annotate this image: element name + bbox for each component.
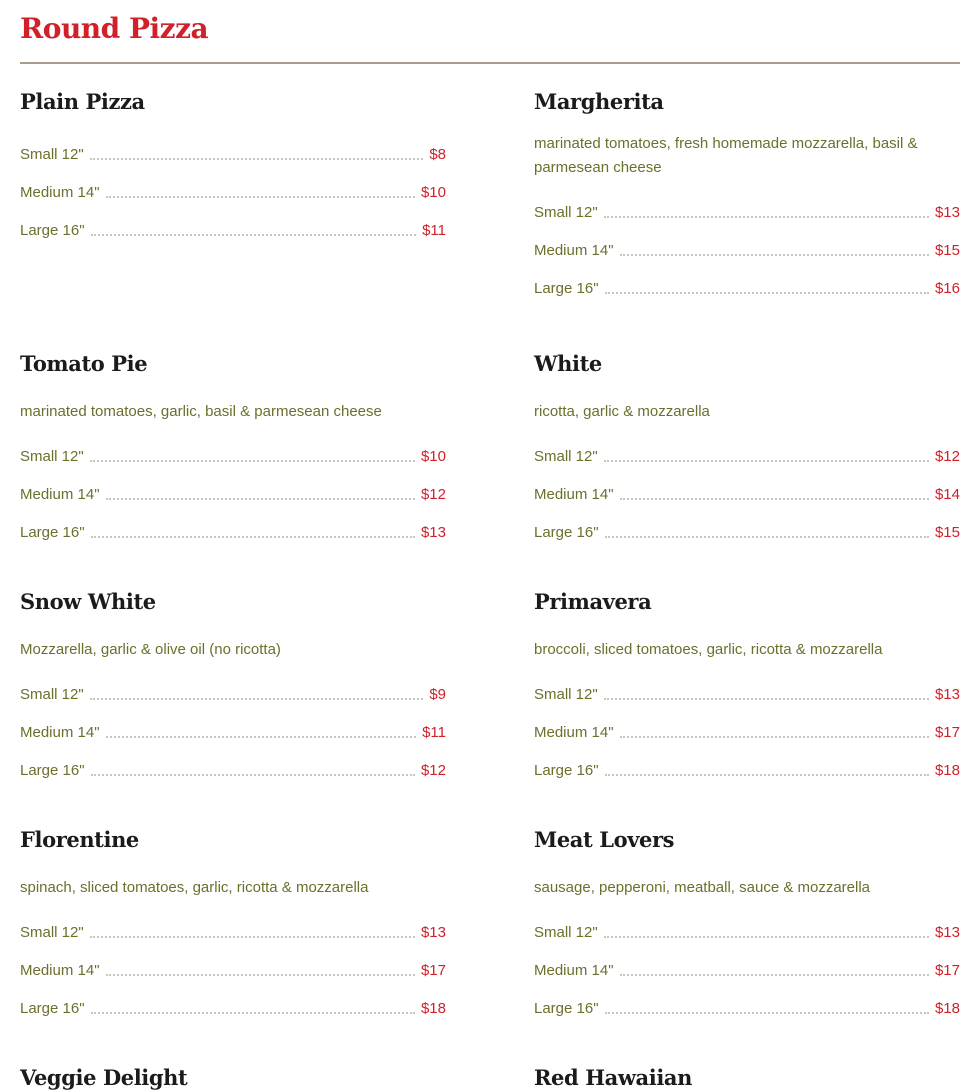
size-label: Medium 14" <box>20 486 100 503</box>
price: $9 <box>429 686 446 703</box>
item-description: marinated tomatoes, fresh homemade mozzarella, basil & parmesean cheese <box>534 135 918 176</box>
size-label: Medium 14" <box>534 486 614 503</box>
price: $13 <box>934 204 960 221</box>
dot-leader <box>605 292 929 294</box>
dot-leader <box>620 254 929 256</box>
size-label: Small 12" <box>20 448 84 465</box>
menu-item-plain-pizza <box>20 88 446 240</box>
price-list <box>534 918 960 1018</box>
price-row-small <box>20 140 446 164</box>
size-label: Large 16" <box>534 1000 599 1017</box>
price: $11 <box>422 724 446 741</box>
menu-item-red-hawaiian <box>534 1064 960 1092</box>
dot-leader <box>91 1012 415 1014</box>
item-description: sausage, pepperoni, meatball, sauce & mozzarella <box>534 879 871 896</box>
item-description: Mozzarella, garlic & olive oil (no ricotta) <box>20 641 281 658</box>
menu-item-snow-white <box>20 588 446 780</box>
size-label: Small 12" <box>534 924 598 941</box>
price: $12 <box>934 448 960 465</box>
price: $18 <box>934 762 960 779</box>
size-label: Medium 14" <box>20 184 100 201</box>
price: $18 <box>420 1000 446 1017</box>
menu-item-florentine <box>20 826 446 1018</box>
price-row-medium <box>534 466 960 504</box>
size-label: Medium 14" <box>20 724 100 741</box>
price-row-large <box>20 202 446 240</box>
title-divider <box>20 62 960 64</box>
item-description: spinach, sliced tomatoes, garlic, ricotta & mozzarella <box>20 879 369 896</box>
price: $12 <box>420 762 446 779</box>
price-row-large <box>20 742 446 780</box>
size-label: Large 16" <box>534 524 599 541</box>
item-name: Florentine <box>20 827 139 852</box>
price-row-small <box>20 918 446 942</box>
price: $17 <box>934 962 960 979</box>
dot-leader <box>106 498 415 500</box>
price-row-medium <box>20 466 446 504</box>
price-list <box>20 442 446 542</box>
price: $11 <box>422 222 446 239</box>
price: $15 <box>934 524 960 541</box>
price-row-large <box>534 504 960 542</box>
menu-item-meat-lovers <box>534 826 960 1018</box>
item-description: marinated tomatoes, garlic, basil & parmesean cheese <box>20 403 382 420</box>
price-row-small <box>534 198 960 222</box>
price: $13 <box>934 686 960 703</box>
price-row-large <box>534 260 960 298</box>
item-name: Red Hawaiian <box>534 1065 692 1090</box>
price-row-large <box>20 980 446 1018</box>
price-row-large <box>534 742 960 780</box>
price: $14 <box>934 486 960 503</box>
dot-leader <box>604 460 929 462</box>
size-label: Large 16" <box>20 222 85 239</box>
dot-leader <box>106 736 417 738</box>
item-name: White <box>534 351 602 376</box>
dot-leader <box>90 936 415 938</box>
item-description: ricotta, garlic & mozzarella <box>534 403 710 420</box>
size-label: Small 12" <box>20 146 84 163</box>
section-title: Round Pizza <box>20 12 209 45</box>
size-label: Small 12" <box>20 924 84 941</box>
menu-item-white <box>534 350 960 542</box>
price-row-medium <box>20 704 446 742</box>
item-name: Veggie Delight <box>20 1065 188 1090</box>
dot-leader <box>605 774 929 776</box>
dot-leader <box>604 698 929 700</box>
price-row-small <box>20 442 446 466</box>
menu-item-primavera <box>534 588 960 780</box>
dot-leader <box>91 234 417 236</box>
price: $17 <box>420 962 446 979</box>
price-row-medium <box>20 942 446 980</box>
price: $10 <box>420 448 446 465</box>
price-list <box>534 680 960 780</box>
dot-leader <box>90 158 424 160</box>
size-label: Large 16" <box>20 524 85 541</box>
item-name: Plain Pizza <box>20 89 145 114</box>
dot-leader <box>91 774 415 776</box>
price: $8 <box>429 146 446 163</box>
size-label: Small 12" <box>534 686 598 703</box>
dot-leader <box>620 736 929 738</box>
item-name: Snow White <box>20 589 156 614</box>
item-description: broccoli, sliced tomatoes, garlic, ricotta & mozzarella <box>534 641 883 658</box>
dot-leader <box>90 460 415 462</box>
price: $17 <box>934 724 960 741</box>
price-row-medium <box>534 704 960 742</box>
price: $10 <box>420 184 446 201</box>
price: $15 <box>934 242 960 259</box>
size-label: Small 12" <box>534 204 598 221</box>
size-label: Medium 14" <box>534 724 614 741</box>
dot-leader <box>106 974 415 976</box>
size-label: Large 16" <box>20 1000 85 1017</box>
dot-leader <box>620 498 929 500</box>
size-label: Large 16" <box>534 280 599 297</box>
size-label: Large 16" <box>534 762 599 779</box>
size-label: Small 12" <box>534 448 598 465</box>
dot-leader <box>605 1012 929 1014</box>
dot-leader <box>91 536 415 538</box>
price-row-small <box>534 442 960 466</box>
item-name: Tomato Pie <box>20 351 148 376</box>
dot-leader <box>620 974 929 976</box>
price: $18 <box>934 1000 960 1017</box>
price-row-medium <box>534 222 960 260</box>
price-list <box>534 442 960 542</box>
size-label: Medium 14" <box>20 962 100 979</box>
size-label: Medium 14" <box>534 962 614 979</box>
price: $13 <box>420 524 446 541</box>
price-row-medium <box>20 164 446 202</box>
dot-leader <box>106 196 415 198</box>
price: $13 <box>934 924 960 941</box>
price-row-small <box>20 680 446 704</box>
menu-item-tomato-pie <box>20 350 446 542</box>
size-label: Medium 14" <box>534 242 614 259</box>
price-list <box>534 198 960 298</box>
price-row-large <box>20 504 446 542</box>
price-row-large <box>534 980 960 1018</box>
size-label: Small 12" <box>20 686 84 703</box>
size-label: Large 16" <box>20 762 85 779</box>
price-list <box>20 918 446 1018</box>
item-name: Meat Lovers <box>534 827 675 852</box>
price: $13 <box>420 924 446 941</box>
dot-leader <box>90 698 424 700</box>
price-row-small <box>534 918 960 942</box>
price-list <box>20 140 446 240</box>
menu-item-veggie-delight <box>20 1064 446 1092</box>
price-row-medium <box>534 942 960 980</box>
menu-item-margherita <box>534 88 960 298</box>
item-name: Primavera <box>534 589 652 614</box>
price: $12 <box>420 486 446 503</box>
dot-leader <box>605 536 929 538</box>
item-name: Margherita <box>534 89 664 114</box>
price-row-small <box>534 680 960 704</box>
dot-leader <box>604 216 929 218</box>
price-list <box>20 680 446 780</box>
price: $16 <box>934 280 960 297</box>
dot-leader <box>604 936 929 938</box>
